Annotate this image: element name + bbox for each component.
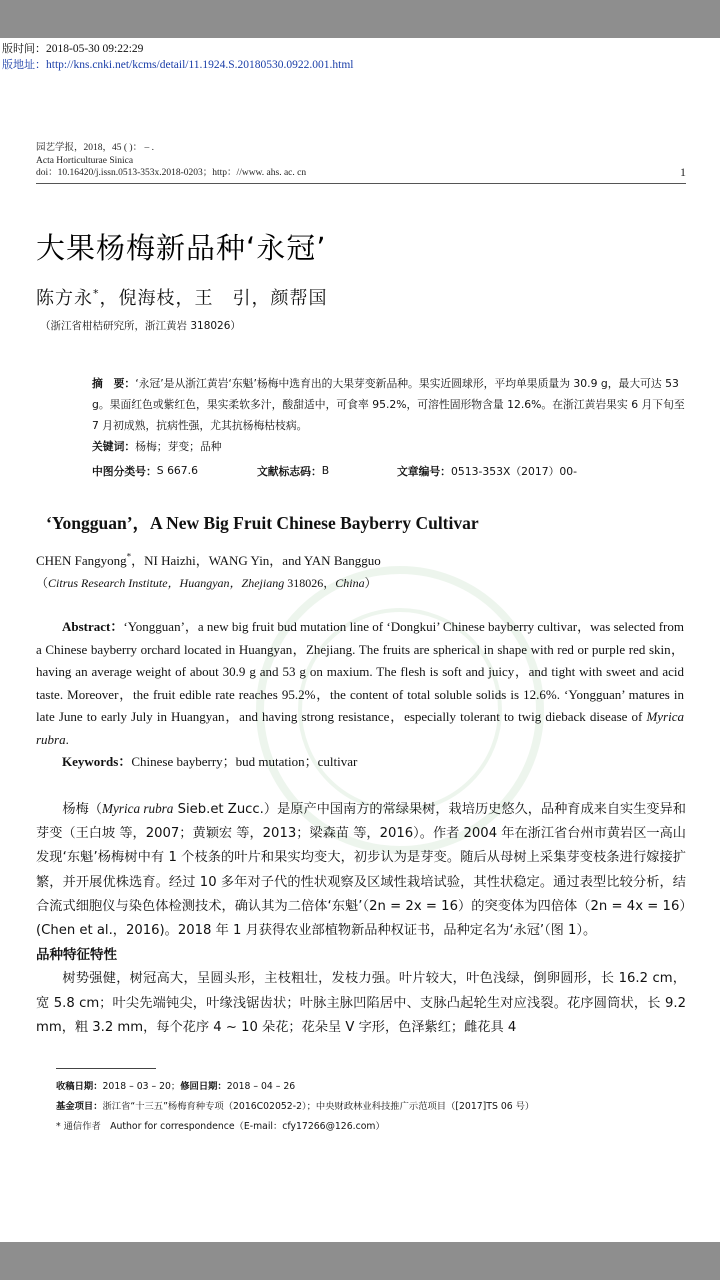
- cls-label: 中图分类号：: [92, 465, 157, 478]
- publication-info: [2, 41, 354, 73]
- cls-value: S 667.6: [156, 464, 198, 477]
- doc-code-value: B: [321, 464, 330, 477]
- abstract-en-text: ‘Yongguan’，a new big fruit bud mutation line of ‘Dongkui’ Chinese bayberry cultivar，was selected from a Chinese bayberry orchard located in Huangyan，Zhejiang. The fruits are spherical in shape with red or purple red skin，having an average weight of about 30.9 g and 53 g on maxium. The flesh is soft and juicy，and tight with sweet and acid taste. Moreover，the fruit edible rate reaches 95.2%，the content of total soluble solids is 12.6%. ‘Yongguan’ matures in late June to early July in Huangyan，and having strong resistance，especially tolerant to twig dieback disease of: [36, 619, 684, 724]
- received-value: 2018 – 03 – 20；: [102, 1081, 181, 1092]
- correspondence-note: * 通信作者 Author for correspondence（E-mail：cfy17266@126.com）: [56, 1121, 385, 1132]
- publish-url-link[interactable]: http://kns.cnki.net/kcms/detail/11.1924.S.20180530.0922.001.html: [46, 59, 354, 71]
- section-heading: 品种特征特性: [36, 947, 117, 964]
- affil-en-close: ）: [364, 576, 377, 590]
- authors-en: [36, 550, 381, 569]
- viewer-top-bar: [0, 0, 720, 38]
- trait-paragraph: 树势强健，树冠高大，呈圆头形，主枝粗壮，发枝力强。叶片较大，叶色浅绿，倒卵圆形，长 16.2 cm，宽 5.8 cm；叶尖先端钝尖，叶缘浅锯齿状；叶脉主脉凹陷居中、支脉凸起轮生对应浅裂。花序圆筒状，长 9.2 mm，粗 3.2 mm，每个花序 4 ~ 10 朵花；花朵呈 V 字形，色泽紫红；雌花具 4: [36, 971, 686, 1035]
- other-authors-cn: ，倪海枝，王 引，颜帮国: [99, 288, 328, 309]
- publish-time-value: 2018-05-30 09:22:29: [46, 43, 144, 55]
- journal-header: [36, 142, 686, 180]
- fund-value: 浙江省“十三五”杨梅育种专项（2016C02052-2）；中央财政林业科技推广示范项目（[2017]TS 06 号）: [102, 1101, 535, 1112]
- corresponding-mark-en: *: [126, 551, 132, 562]
- affil-en-country: China: [335, 576, 365, 590]
- corresponding-mark: *: [93, 287, 100, 300]
- keywords-cn-text: 杨梅；芽变；品种: [135, 440, 222, 453]
- affil-en-institute: Citrus Research Institute，Huangyan，Zhejiang: [48, 576, 285, 590]
- journal-doi: doi：10.16420/j.issn.0513-353x.2018-0203；http：//www. ahs. ac. cn: [36, 168, 307, 178]
- journal-citation: 园艺学报，2018，45 ( )： – .: [36, 143, 154, 153]
- doc-code-label: 文献标志码：: [257, 465, 322, 478]
- revised-value: 2018 – 04 – 26: [226, 1081, 296, 1092]
- intro-part-a: 杨梅（: [62, 802, 102, 817]
- other-authors-en: ，NI Haizhi，WANG Yin，and YAN Bangguo: [131, 553, 381, 568]
- abstract-cn-text: ‘永冠’是从浙江黄岩‘东魁’杨梅中选育出的大果芽变新品种。果实近圆球形，平均单果质量为 30.9 g，最大可达 53 g。果面红色或紫红色，果实柔软多汁，酸甜适中，可食率 95.2%，可溶性固形物含量 12.6%。在浙江黄岩果实 6 月下旬至 7 月初成熟，抗病性强，尤其抗杨梅枯枝病。: [92, 377, 685, 432]
- abstract-en-label: Abstract：: [62, 619, 124, 634]
- affil-en-postcode: 318026，: [284, 576, 336, 590]
- abstract-cn: [92, 373, 692, 457]
- paper-title-cn: 大果杨梅新品种‘永冠’: [36, 231, 327, 265]
- affiliation-cn: （浙江省柑桔研究所，浙江黄岩 318026）: [40, 320, 241, 332]
- intro-species: Myrica rubra: [101, 801, 174, 816]
- article-no-label: 文章编号：: [397, 465, 451, 478]
- first-author-cn: 陈方永: [36, 288, 93, 309]
- keywords-en-label: Keywords：: [62, 754, 132, 769]
- keywords-cn-label: 关键词：: [92, 440, 136, 453]
- body-text: [36, 797, 686, 1040]
- header-divider: [36, 183, 686, 184]
- revised-label: 修回日期：: [180, 1081, 227, 1092]
- footnotes: [56, 1077, 686, 1137]
- received-label: 收稿日期：: [56, 1081, 103, 1092]
- publish-url-label: 版地址：: [2, 58, 46, 71]
- abstract-en-species: Myrica rubra: [36, 709, 684, 747]
- footnote-divider: [56, 1068, 156, 1069]
- journal-name-en: Acta Horticulturae Sinica: [36, 155, 134, 166]
- intro-paragraph: [36, 797, 686, 943]
- first-author-en: CHEN Fangyong: [36, 553, 127, 568]
- fund-label: 基金项目：: [56, 1101, 103, 1112]
- abstract-en-end: .: [65, 731, 69, 747]
- abstract-en: [36, 616, 684, 774]
- viewer-bottom-bar: [0, 1242, 720, 1280]
- page-number: 1: [680, 165, 686, 179]
- authors-cn: [36, 284, 328, 310]
- paper-title-en: ‘Yongguan’，A New Big Fruit Chinese Bayberry Cultivar: [46, 513, 479, 533]
- abstract-cn-label: 摘 要：: [92, 377, 136, 390]
- publish-time-label: 版时间：: [2, 42, 46, 55]
- keywords-en-text: Chinese bayberry；bud mutation；cultivar: [131, 754, 358, 769]
- intro-part-b: Sieb.et Zucc.）是原产中国南方的常绿果树，栽培历史悠久，品种育成来自实生变异和芽变（王白坡 等，2007；黄颖宏 等，2013；梁森苗 等，2016）。作者 2004 年在浙江省台州市黄岩区一高山发现‘东魁’杨梅树中有 1 个枝条的叶片和果实均变大，初步认为是芽变。随后从母树上采集芽变枝条进行嫁接扩繁，并开展优株选育。经过 10 多年对子代的性状观察及区域性栽培试验，其性状稳定。通过表型比较分析，结合流式细胞仪与染色体检测技术，确认其为二倍体‘东魁’（2n = 2x = 16）的突变体为四倍体（2n = 4x = 16）(Chen et al.，2016)。2018 年 1 月获得农业部植物新品种权证书，品种定名为‘永冠’（图 1）。: [36, 802, 686, 939]
- affil-en-open: （: [36, 576, 49, 590]
- article-no-value: 0513-353X（2017）00-: [450, 465, 578, 478]
- affiliation-en: [36, 574, 377, 591]
